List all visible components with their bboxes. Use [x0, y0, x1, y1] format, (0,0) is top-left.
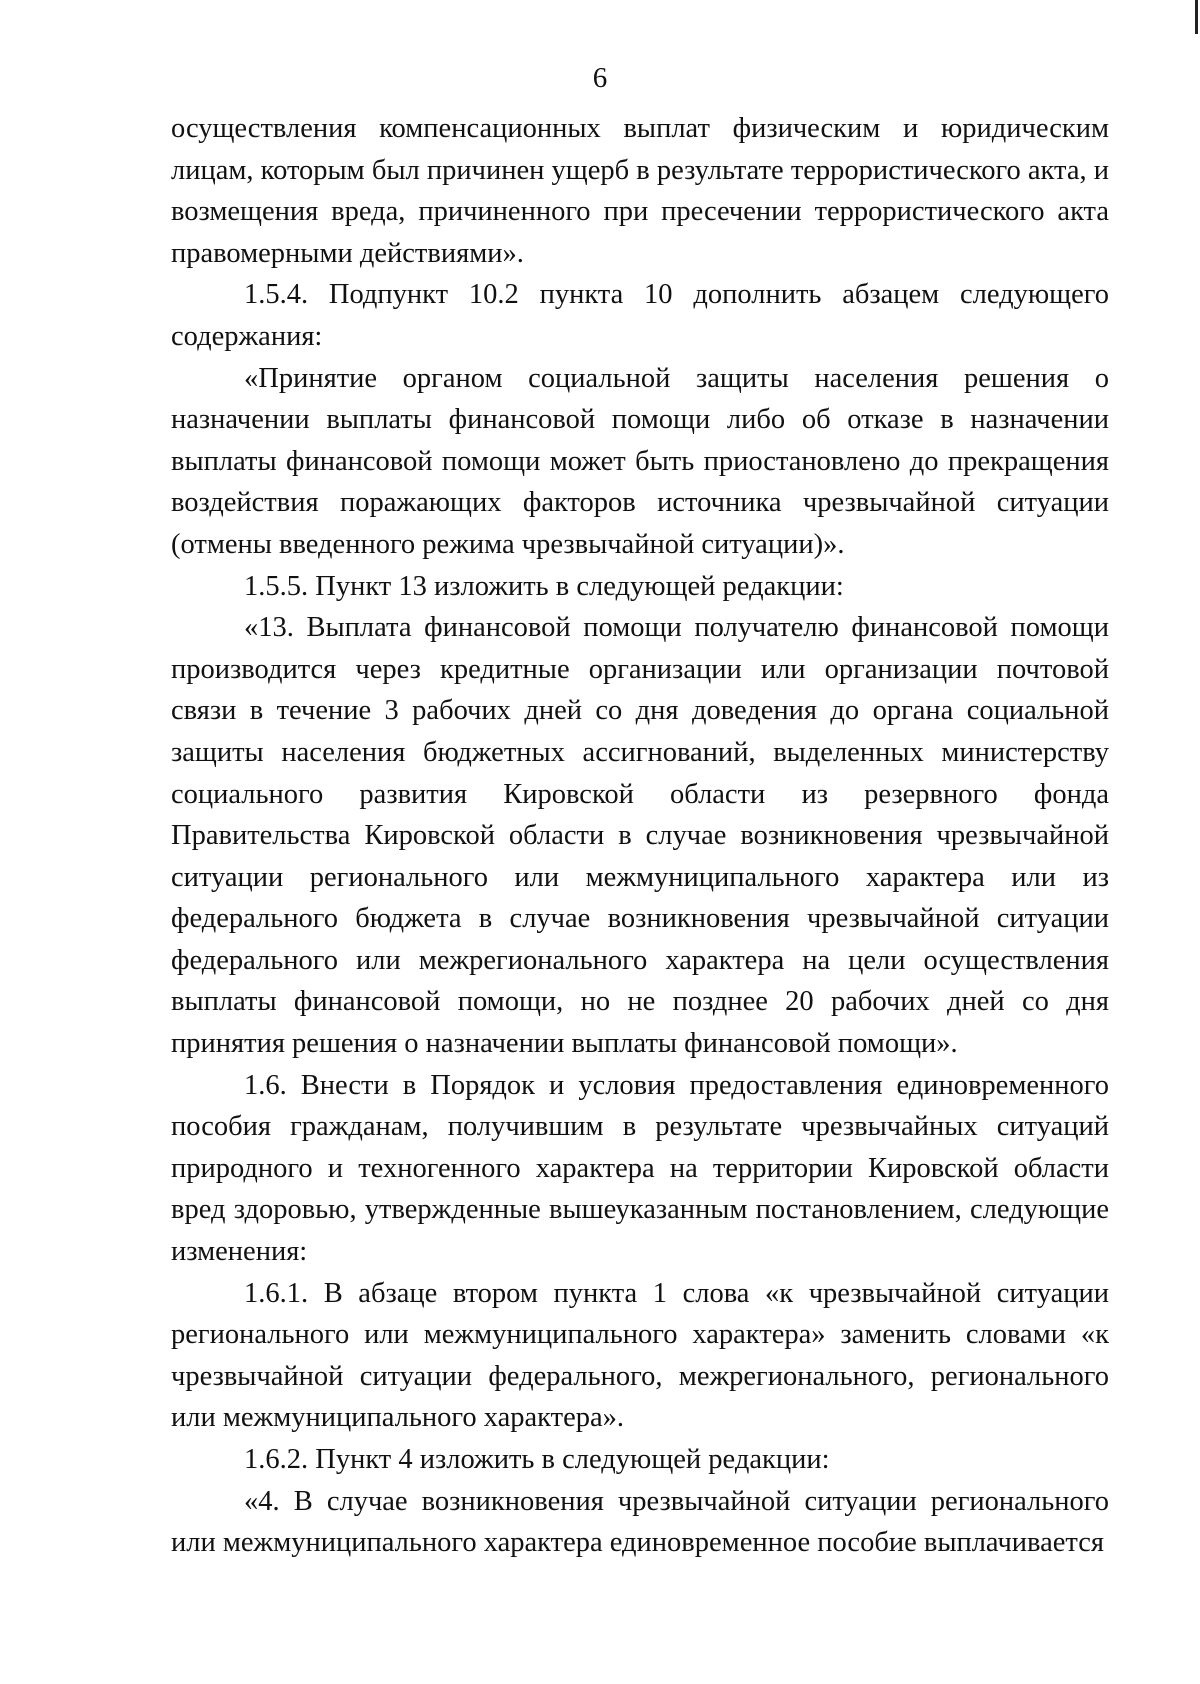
- document-text-body: [171, 108, 1109, 1564]
- paragraph-1-5-5: 1.5.5. Пункт 13 изложить в следующей редакции:: [244, 570, 844, 602]
- paragraph-1-6-2: 1.6.2. Пункт 4 изложить в следующей редакции:: [244, 1444, 830, 1475]
- paragraph-1-6: 1.6. Внести в Порядок и условия предоставления единовременного пособия гражданам, получившим в результате чрезвычайных ситуаций природного и техногенного характера на территории Кировской области вред здоровью, утвержденные вышеуказанным постановлением, следующие изменения:: [171, 1069, 1109, 1268]
- paragraph-1-5-4: 1.5.4. Подпункт 10.2 пункта 10 дополнить абзацем следующего содержания:: [171, 279, 1109, 352]
- paragraph-continuation: осуществления компенсационных выплат физическим и юридическим лицам, которым был причинен ущерб в результате террористического акта, и возмещения вреда, причиненного при пресечении террористического акта правомерными действиями».: [171, 113, 1109, 269]
- paragraph-quote-decision: «Принятие органом социальной защиты населения решения о назначении выплаты финансовой помощи либо об отказе в назначении выплаты финансовой помощи может быть приостановлено до прекращения воздействия поражающих факторов источника чрезвычайной ситуации (отмены введенного режима чрезвычайной ситуации)».: [171, 362, 1109, 560]
- page-number: 6: [592, 62, 608, 94]
- paragraph-1-6-1: 1.6.1. В абзаце втором пункта 1 слова «к чрезвычайной ситуации регионального или межмуниципального характера» заменить словами «к чрезвычайной ситуации федерального, межрегионального, регионального или межмуниципального характера».: [171, 1277, 1109, 1434]
- scan-edge-mark: [1195, 0, 1198, 34]
- paragraph-quote-13: «13. Выплата финансовой помощи получателю финансовой помощи производится через кредитные организации или организации почтовой связи в течение 3 рабочих дней со дня доведения до органа социальной защиты населения бюджетных ассигнований, выделенных министерству социального развития Кировской области из резервного фонда Правительства Кировской области в случае возникновения чрезвычайной ситуации регионального или межмуниципального характера или из федерального бюджета в случае возникновения чрезвычайной ситуации федерального или межрегионального характера на цели осуществления выплаты финансовой помощи, но не позднее 20 рабочих дней со дня принятия решения о назначении выплаты финансовой помощи».: [171, 612, 1109, 1060]
- paragraph-quote-4: «4. В случае возникновения чрезвычайной ситуации регионального или межмуниципального характера единовременное пособие выплачивается: [171, 1485, 1109, 1559]
